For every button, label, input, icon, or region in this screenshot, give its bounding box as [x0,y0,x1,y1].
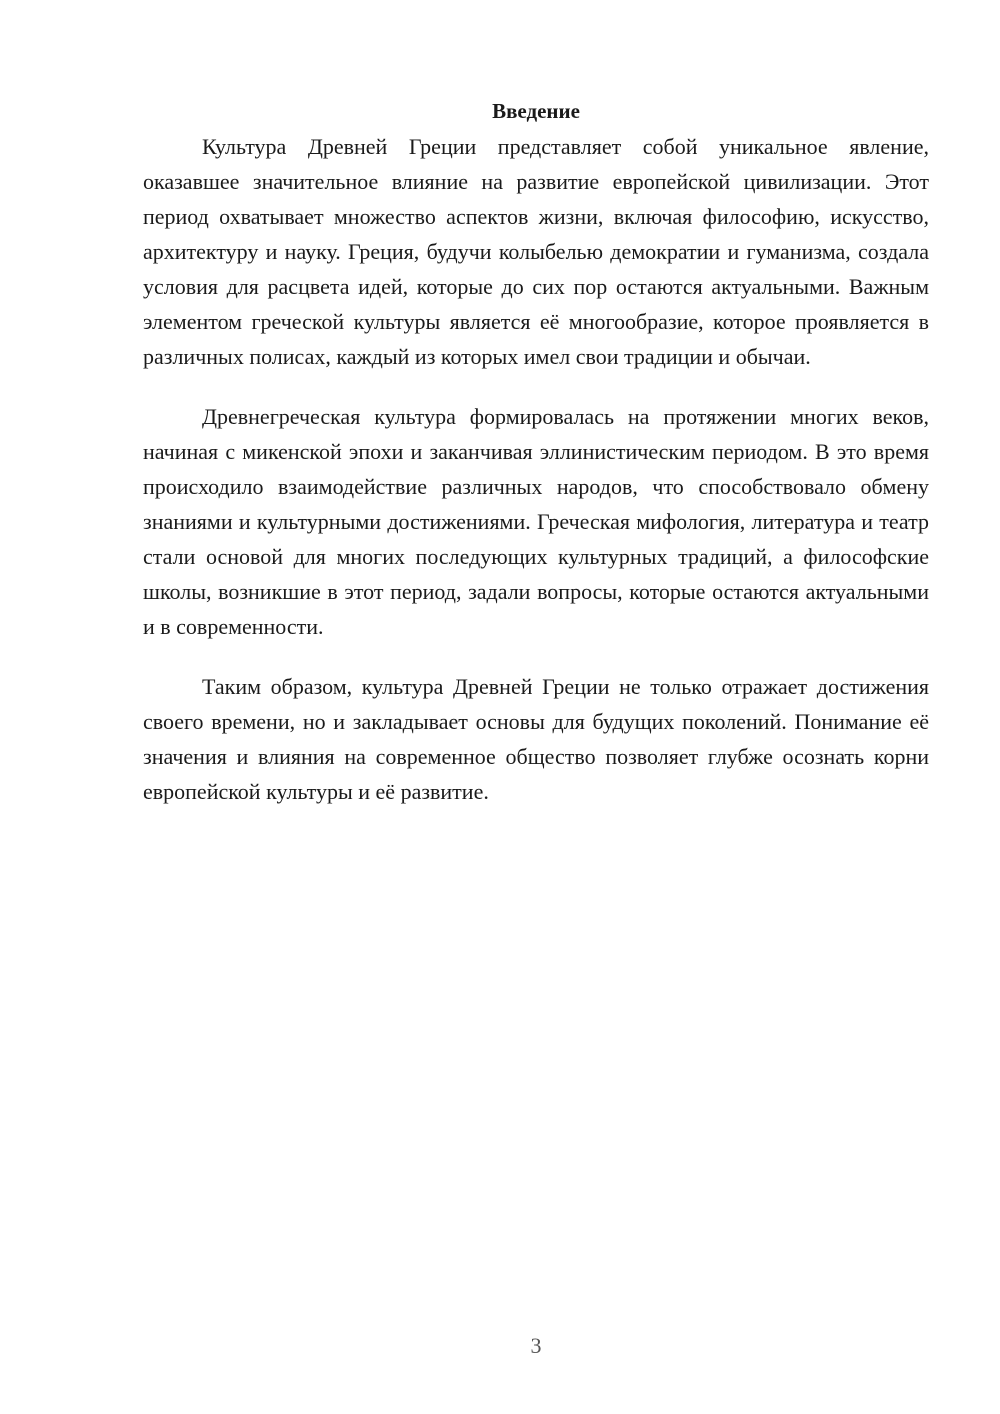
paragraph-1: Культура Древней Греции представляет собой уникальное явление, оказавшее значительное влияние на развитие европейской цивилизации. Этот период охватывает множество аспектов жизни, включая философию, искусство, архитектуру и науку. Греция, будучи колыбелью демократии и гуманизма, создала условия для расцвета идей, которые до сих пор остаются актуальными. Важным элементом греческой культуры является её многообразие, которое проявляется в различных полисах, каждый из которых имел свои традиции и обычаи. [143,134,929,369]
paragraph-2: Древнегреческая культура формировалась на протяжении многих веков, начиная с микенской эпохи и заканчивая эллинистическим периодом. В это время происходило взаимодействие различных народов, что способствовало обмену знаниями и культурными достижениями. Греческая мифология, литература и театр стали основой для многих последующих культурных традиций, а философские школы, возникшие в этот период, задали вопросы, которые остаются актуальными и в современности. [143,404,929,639]
document-page [143,95,929,809]
paragraph-3: Таким образом, культура Древней Греции не только отражает достижения своего времени, но и закладывает основы для будущих поколений. Понимание её значения и влияния на современное общество позволяет глубже осознать корни европейской культуры и её развитие. [143,674,929,804]
section-heading: Введение [492,99,580,123]
page-number: 3 [530,1333,542,1358]
